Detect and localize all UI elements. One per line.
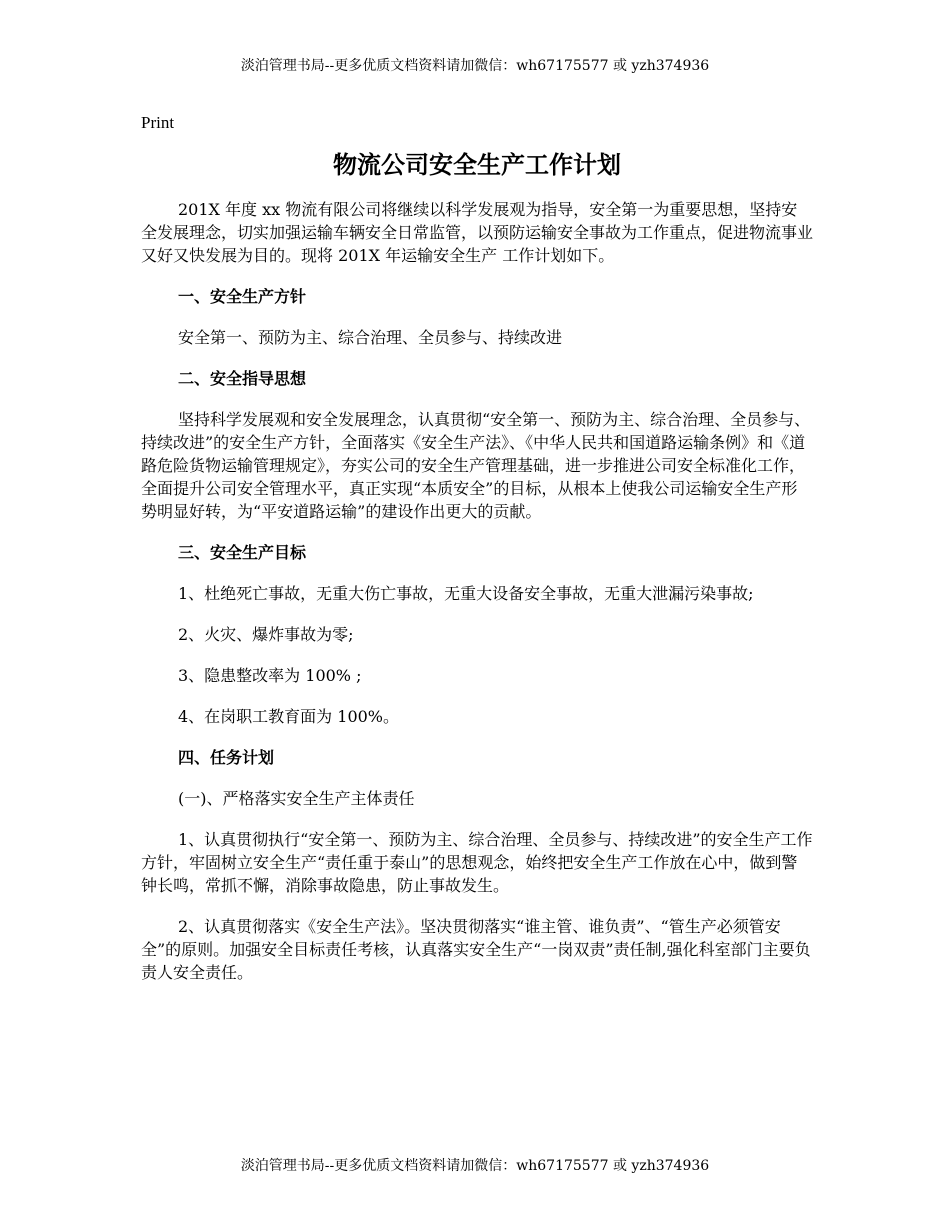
document-body: [141, 112, 813, 1002]
section-heading-task-plan: 四、任务计划: [178, 748, 275, 767]
print-label: Print: [141, 113, 175, 132]
goal-item-4: 4、在岗职工教育面为 100%。: [178, 707, 400, 726]
document-title: 物流公司安全生产工作计划: [333, 151, 621, 179]
task-subheading: (一)、严格落实安全生产主体责任: [178, 789, 415, 808]
task-item-2: 2、认真贯彻落实《安全生产法》。坚决贯彻落实“谁主管、谁负责”、“管生产必须管安全”的原则。加强安全目标责任考核，认真落实安全生产“一岗双责”责任制,强化科室部门主要负责人安全责任。: [141, 917, 811, 982]
page-footer: 淡泊管理书局--更多优质文档资料请加微信：wh67175577 或 yzh374936: [240, 1158, 710, 1174]
section-heading-goals: 三、安全生产目标: [178, 543, 307, 562]
goal-item-2: 2、火灾、爆炸事故为零;: [178, 625, 354, 644]
section-heading-guiding-thought: 二、安全指导思想: [178, 369, 307, 388]
policy-paragraph: 安全第一、预防为主、综合治理、全员参与、持续改进: [178, 328, 563, 347]
goal-item-3: 3、隐患整改率为 100% ;: [178, 666, 362, 685]
page-header: 淡泊管理书局--更多优质文档资料请加微信：wh67175577 或 yzh374936: [240, 58, 710, 74]
section-heading-policy: 一、安全生产方针: [178, 287, 307, 306]
intro-paragraph: 201X 年度 xx 物流有限公司将继续以科学发展观为指导，安全第一为重要思想，坚持安全发展理念，切实加强运输车辆安全日常监管，以预防运输安全事故为工作重点，促进物流事业又好又快发展为目的。现将 201X 年运输安全生产 工作计划如下。: [141, 200, 814, 265]
task-item-1: 1、认真贯彻执行“安全第一、预防为主、综合治理、全员参与、持续改进”的安全生产工作方针，牢固树立安全生产“责任重于泰山”的思想观念，始终把安全生产工作放在心中，做到警钟长鸣，常抓不懈，消除事故隐患，防止事故发生。: [141, 830, 813, 895]
guiding-thought-paragraph: 坚持科学发展观和安全发展理念，认真贯彻“安全第一、预防为主、综合治理、全员参与、持续改进”的安全生产方针，全面落实《安全生产法》、《中华人民共和国道路运输条例》和《道路危险货物运输管理规定》，夯实公司的安全生产管理基础，进一步推进公司安全标准化工作，全面提升公司安全管理水平，真正实现“本质安全”的目标，从根本上使我公司运输安全生产形势明显好转，为“平安道路运输”的建设作出更大的贡献。: [141, 410, 811, 521]
goal-item-1: 1、杜绝死亡事故，无重大伤亡事故，无重大设备安全事故，无重大泄漏污染事故;: [178, 584, 754, 603]
